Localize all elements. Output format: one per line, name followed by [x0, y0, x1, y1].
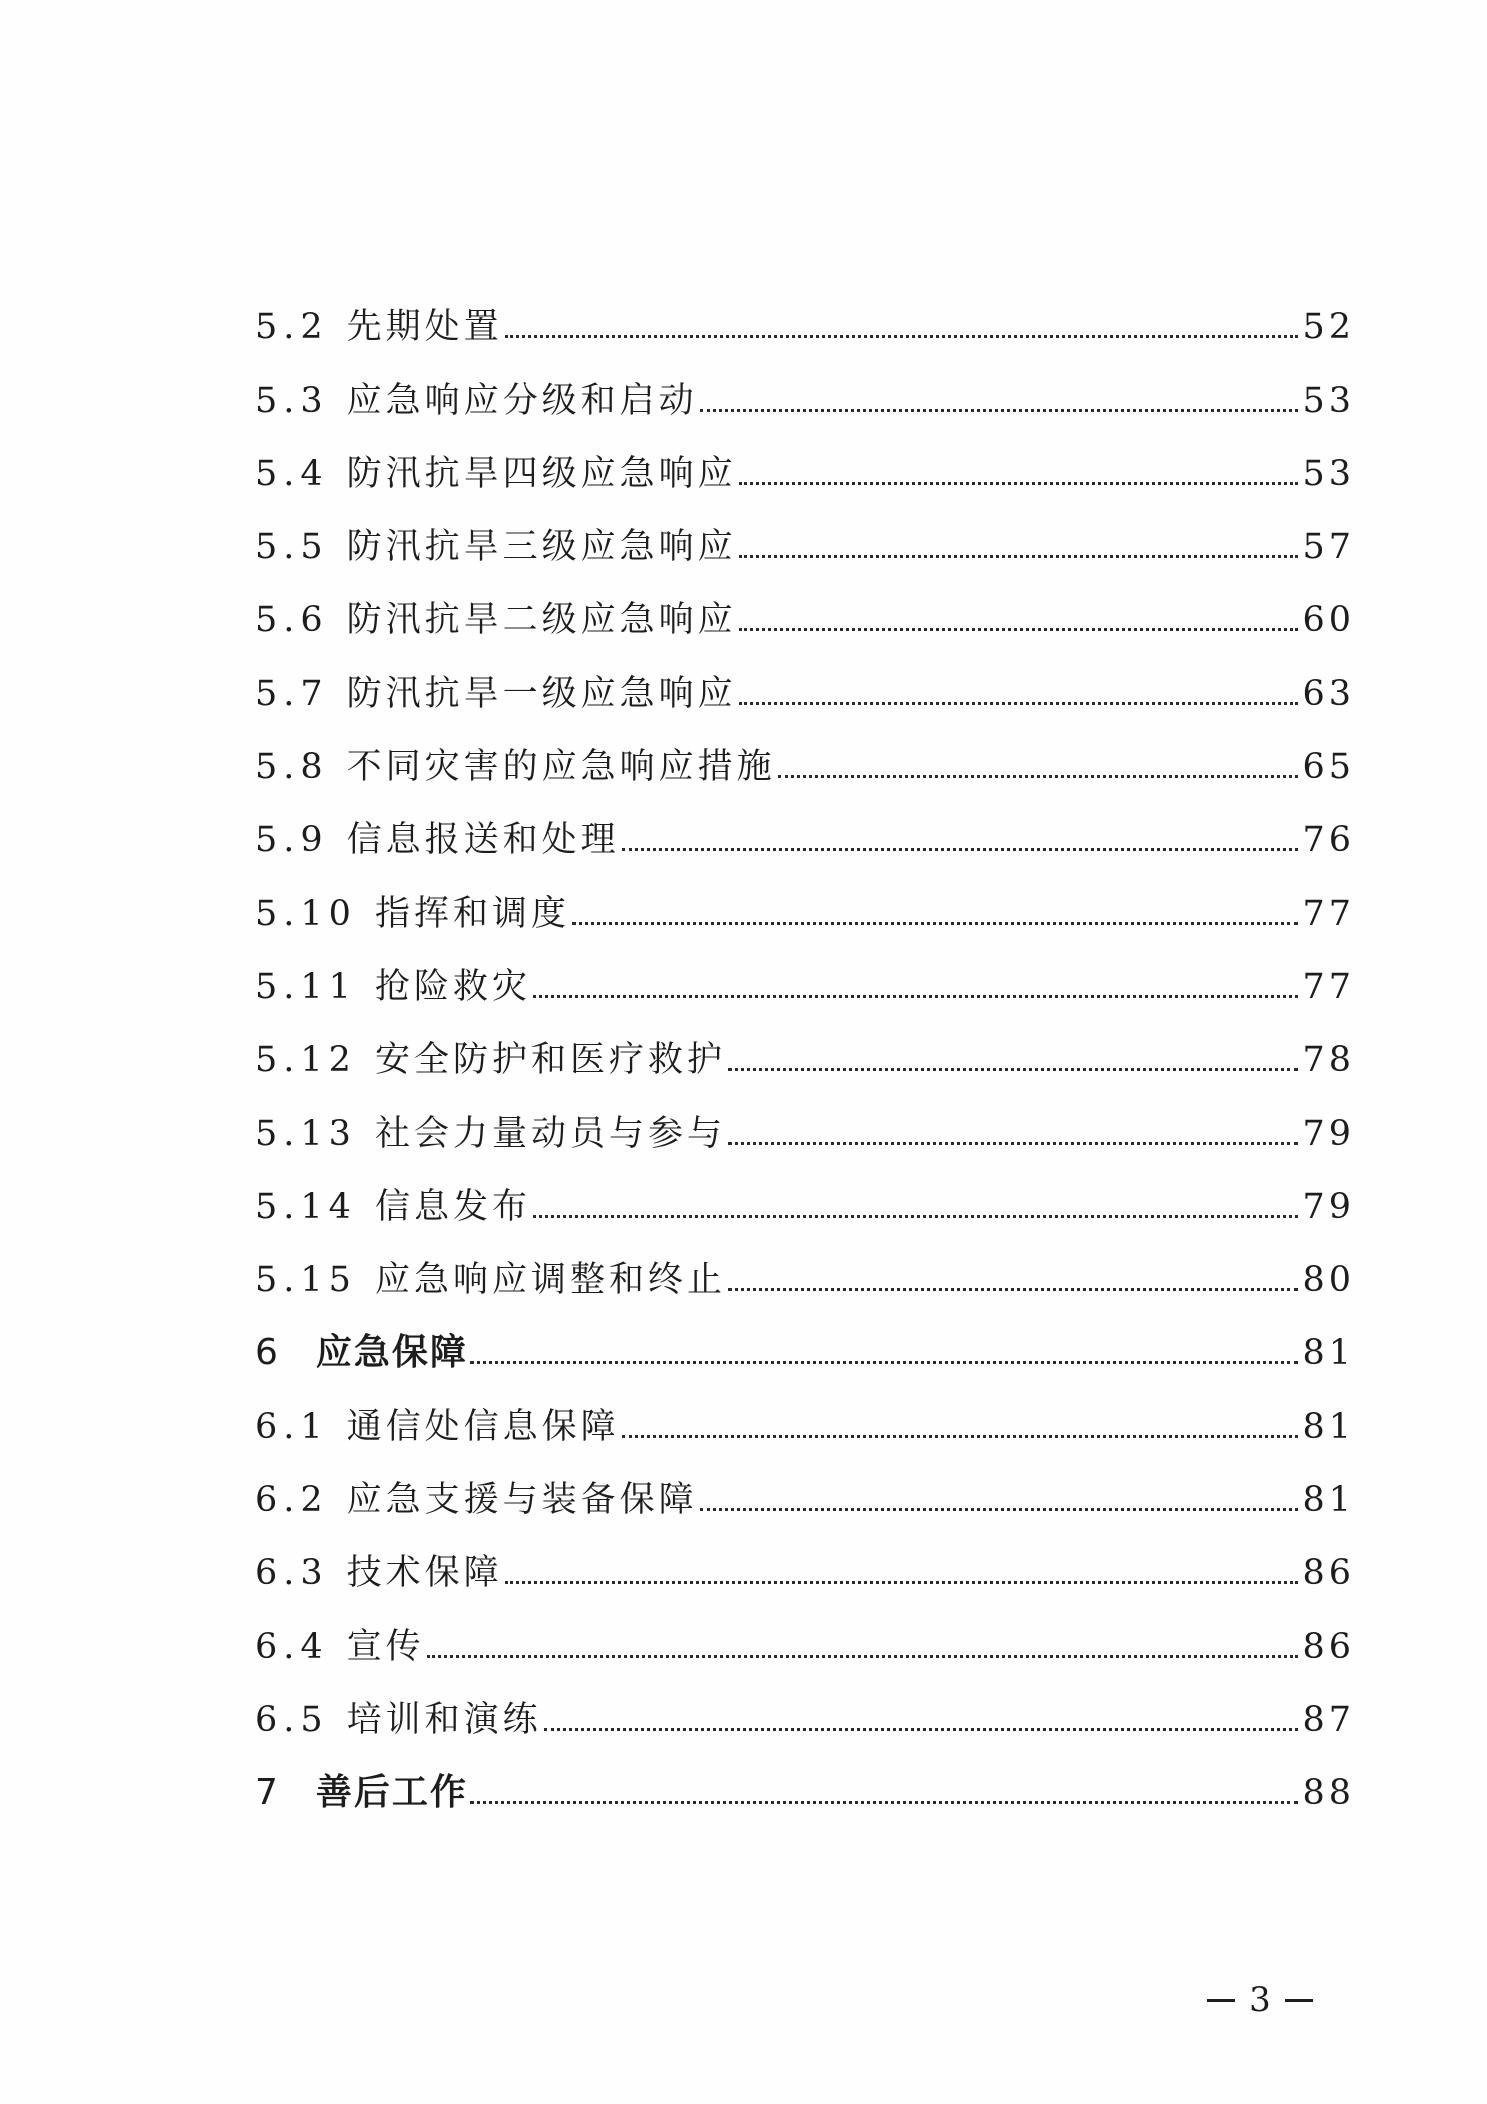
dot-leader [544, 1728, 1299, 1731]
dot-leader [700, 1508, 1299, 1511]
toc-entry-title: 安全防护和医疗救护 [374, 1040, 726, 1081]
toc-entry-title: 应急响应分级和启动 [346, 380, 698, 421]
toc-entry [255, 785, 1355, 861]
toc-entry-page: 53 [1302, 453, 1355, 494]
toc-entry-page: 52 [1302, 307, 1355, 348]
toc-entry-number: 6.3 [255, 1553, 329, 1594]
toc-entry-page: 77 [1302, 893, 1355, 934]
toc-entry-number: 6.5 [255, 1699, 329, 1740]
dot-leader [572, 922, 1299, 925]
toc-entry [255, 932, 1355, 1005]
dot-leader [470, 1801, 1299, 1804]
dot-leader [728, 1068, 1299, 1071]
toc-entry-page: 53 [1302, 380, 1355, 421]
toc-entry-number: 5.10 [255, 893, 357, 934]
toc-entry [255, 345, 1355, 421]
toc-entry [255, 1005, 1355, 1081]
toc-entry-number: 5.8 [255, 747, 329, 788]
toc-entry [255, 1371, 1355, 1447]
toc-entry-page: 88 [1302, 1773, 1355, 1814]
toc-entry-number: 6 [255, 1332, 278, 1374]
toc-entry-title: 信息发布 [374, 1186, 531, 1227]
dot-leader [622, 848, 1299, 851]
dot-leader [728, 1288, 1299, 1291]
toc-entry-page: 80 [1302, 1260, 1355, 1301]
dot-leader [739, 482, 1299, 485]
toc-entry-page: 86 [1302, 1553, 1355, 1594]
toc-entry-number: 5.13 [255, 1113, 357, 1154]
toc-entry-number: 5.2 [255, 307, 329, 348]
toc-entry [255, 638, 1355, 714]
dot-leader [533, 1215, 1299, 1218]
toc-entry-title: 应急响应调整和终止 [374, 1260, 726, 1301]
dot-leader [739, 555, 1299, 558]
toc-entry-page: 78 [1302, 1040, 1355, 1081]
dot-leader [739, 702, 1299, 705]
toc-entry-title: 善后工作 [315, 1772, 468, 1814]
page-number-text: 3 [1249, 1980, 1271, 2020]
toc-entry-number: 5.4 [255, 453, 329, 494]
toc-entry-number: 6.2 [255, 1480, 329, 1521]
toc-chapter-entry [255, 1738, 1355, 1814]
toc-entry-page: 79 [1302, 1113, 1355, 1154]
toc-entry [255, 1152, 1355, 1225]
toc-entry-title: 先期处置 [346, 307, 503, 348]
toc-entry-page: 60 [1302, 600, 1355, 641]
toc-entry-title: 抢险救灾 [374, 966, 531, 1007]
toc-entry-page: 86 [1302, 1626, 1355, 1667]
toc-entry-number: 5.9 [255, 820, 329, 861]
toc-chapter-entry [255, 1298, 1355, 1374]
toc-entry-title: 防汛抗旱三级应急响应 [346, 527, 737, 568]
toc-entry-number: 5.12 [255, 1040, 357, 1081]
toc-entry-title: 应急保障 [315, 1332, 468, 1374]
toc-entry-page: 87 [1302, 1699, 1355, 1740]
toc-entry [255, 1445, 1355, 1521]
toc-entry-page: 81 [1302, 1480, 1355, 1521]
dot-leader [728, 1142, 1299, 1145]
toc-entry [255, 272, 1355, 348]
toc-entry-title: 防汛抗旱二级应急响应 [346, 600, 737, 641]
dot-leader [505, 335, 1299, 338]
toc-entry-page: 65 [1302, 747, 1355, 788]
toc-entry-title: 通信处信息保障 [346, 1406, 620, 1447]
toc-entry-number: 5.14 [255, 1186, 357, 1227]
toc-entry [255, 858, 1355, 934]
dot-leader [427, 1655, 1299, 1658]
toc-entry-number: 5.3 [255, 380, 329, 421]
toc-entry-title: 技术保障 [346, 1553, 503, 1594]
toc-entry [255, 1518, 1355, 1594]
dot-leader [739, 628, 1299, 631]
table-of-contents [255, 272, 1355, 1814]
toc-entry [255, 492, 1355, 568]
toc-entry [255, 1591, 1355, 1667]
toc-entry-title: 不同灾害的应急响应措施 [346, 747, 776, 788]
dot-leader [533, 995, 1299, 998]
toc-entry-number: 6.4 [255, 1626, 329, 1667]
toc-entry-number: 7 [255, 1772, 278, 1814]
dash-right [1285, 1999, 1313, 2002]
toc-entry-title: 宣传 [346, 1626, 425, 1667]
toc-entry-number: 5.5 [255, 527, 329, 568]
toc-entry-page: 57 [1302, 527, 1355, 568]
toc-entry-page: 81 [1302, 1333, 1355, 1374]
toc-entry-title: 信息报送和处理 [346, 820, 620, 861]
page-footer-number [1195, 1980, 1325, 2020]
toc-entry-title: 指挥和调度 [374, 893, 570, 934]
dot-leader [505, 1581, 1299, 1584]
toc-entry [255, 1225, 1355, 1301]
toc-entry-number: 5.7 [255, 673, 329, 714]
toc-entry-page: 81 [1302, 1406, 1355, 1447]
toc-entry-page: 79 [1302, 1186, 1355, 1227]
toc-entry [255, 419, 1355, 492]
toc-entry-number: 5.6 [255, 600, 329, 641]
dot-leader [470, 1361, 1299, 1364]
toc-entry-number: 5.11 [255, 966, 357, 1007]
toc-entry-page: 76 [1302, 820, 1355, 861]
dot-leader [778, 775, 1299, 778]
dash-left [1207, 1999, 1235, 2002]
toc-entry [255, 565, 1355, 641]
dot-leader [700, 409, 1299, 412]
toc-entry-title: 社会力量动员与参与 [374, 1113, 726, 1154]
toc-entry [255, 1665, 1355, 1738]
toc-entry-title: 防汛抗旱一级应急响应 [346, 673, 737, 714]
toc-entry-title: 培训和演练 [346, 1699, 542, 1740]
toc-entry-page: 77 [1302, 966, 1355, 1007]
toc-entry [255, 712, 1355, 788]
toc-entry-page: 63 [1302, 673, 1355, 714]
dot-leader [622, 1435, 1299, 1438]
toc-entry-title: 防汛抗旱四级应急响应 [346, 453, 737, 494]
toc-entry-number: 5.15 [255, 1260, 357, 1301]
toc-entry-number: 6.1 [255, 1406, 329, 1447]
toc-entry [255, 1078, 1355, 1154]
toc-entry-title: 应急支援与装备保障 [346, 1480, 698, 1521]
